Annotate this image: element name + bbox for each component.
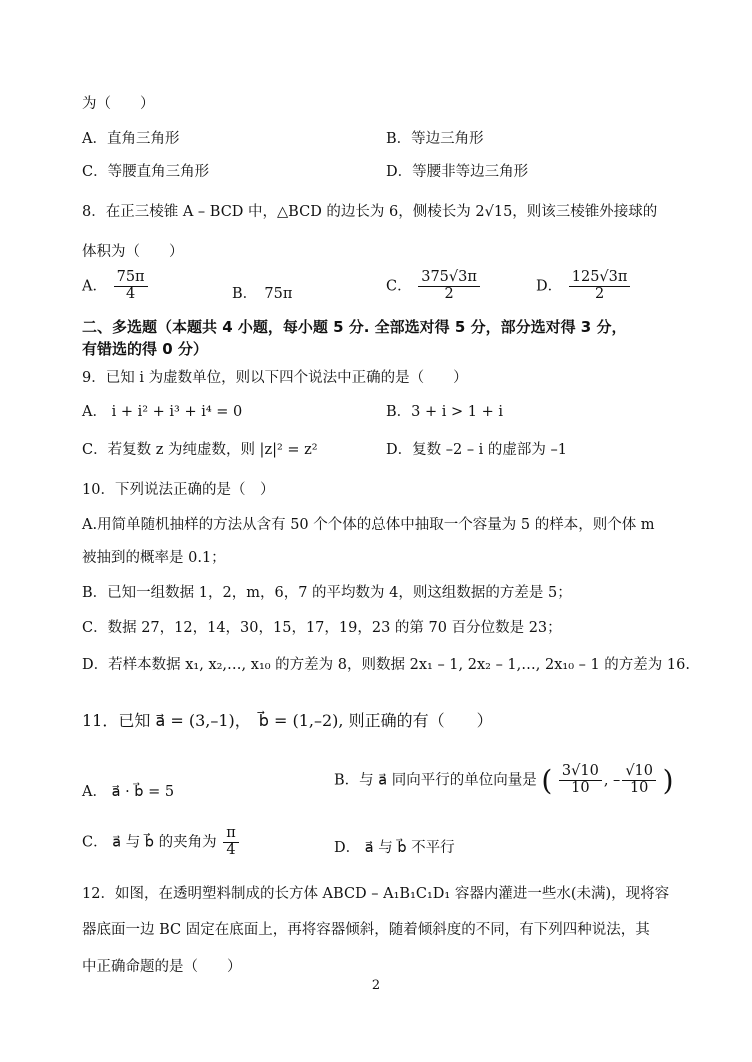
q11-option-c-numerator: π: [223, 826, 239, 843]
right-paren-glyph: ): [662, 764, 674, 797]
q11-option-c: [82, 826, 241, 859]
q8-option-a-denominator: 4: [125, 285, 136, 302]
q7-stem-tail: 为（ ）: [82, 96, 155, 112]
q11-option-c-label: C． a⃗ 与 b⃗ 的夹角为: [82, 834, 217, 851]
q8-option-d-numerator: 125√3π: [569, 270, 631, 287]
q8-option-c-denominator: 2: [444, 285, 454, 302]
q7-option-b: B．等边三角形: [386, 131, 484, 147]
q8-option-d: [536, 270, 632, 303]
q12-stem-line1: 12．如图，在透明塑料制成的长方体 ABCD – A₁B₁C₁D₁ 容器内灌进一些水(未满)，现将容: [82, 886, 670, 902]
q11-option-b-denominator-2: 10: [629, 780, 649, 796]
section-heading-line1: 二、多选题（本题共 4 小题，每小题 5 分. 全部选对得 5 分，部分选对得 3 分，: [82, 318, 627, 336]
q11-option-d: D． a⃗ 与 b⃗ 不平行: [334, 840, 455, 856]
left-paren-glyph: (: [541, 764, 553, 797]
q11-option-a: A． a⃗ · b⃗ = 5: [82, 784, 175, 800]
q9-option-d: D．复数 –2 – i 的虚部为 –1: [386, 442, 568, 458]
q8-option-d-denominator: 2: [594, 285, 605, 302]
q7-option-c: C．等腰直角三角形: [82, 164, 210, 180]
q11-stem: 11．已知 a⃗ = (3,–1)， b⃗ = (1,–2), 则正确的有（ ）: [82, 711, 493, 730]
q7-option-d: D．等腰非等边三角形: [386, 164, 529, 180]
q8-option-a-numerator: 75π: [114, 270, 148, 287]
q10-option-c: C．数据 27，12，14，30，15，17，19，23 的第 70 百分位数是 23；: [82, 620, 562, 636]
q8-option-a-label: A．: [82, 278, 107, 295]
q9-option-c: C．若复数 z 为纯虚数，则 |z|² = z²: [82, 442, 318, 458]
q9-option-b: B．3 + i > 1 + i: [386, 404, 503, 420]
q8-option-c-fraction: [418, 270, 480, 303]
q8-option-c-numerator: 375√3π: [418, 270, 480, 287]
q12-stem-line3: 中正确命题的是（ ）: [82, 959, 242, 975]
q11-option-c-denominator: 4: [226, 841, 236, 858]
q8-stem-line1: 8．在正三棱锥 A – BCD 中，△BCD 的边长为 6，侧棱长为 2√15，则该三棱锥外接球的: [82, 204, 658, 220]
q8-option-b: B． 75π: [232, 286, 293, 302]
q8-stem-line2: 体积为（ ）: [82, 244, 184, 260]
q11-option-c-fraction: [223, 826, 239, 859]
q8-option-d-label: D．: [536, 278, 563, 295]
q8-option-d-fraction: [569, 270, 631, 303]
q9-option-a: A． i + i² + i³ + i⁴ = 0: [82, 404, 243, 420]
q7-option-a: A．直角三角形: [82, 131, 180, 147]
q8-option-a-fraction: [114, 270, 148, 303]
q11-option-b-fraction-2: [622, 764, 656, 797]
q10-option-d: D．若样本数据 x₁, x₂,…, x₁₀ 的方差为 8，则数据 2x₁ – 1, 2x₂ – 1,…, 2x₁₀ – 1 的方差为 16.: [82, 657, 690, 673]
q11-option-b-label: B．与 a⃗ 同向平行的单位向量是: [334, 772, 537, 789]
q12-stem-line2: 器底面一边 BC 固定在底面上，再将容器倾斜，随着倾斜度的不同，有下列四种说法，其: [82, 922, 650, 938]
q8-option-c: [386, 270, 482, 303]
q11-option-b-denominator-1: 10: [571, 780, 590, 796]
q11-option-b: [334, 764, 674, 797]
q11-option-b-numerator-2: √10: [622, 764, 656, 781]
q9-stem: 9．已知 i 为虚数单位，则以下四个说法中正确的是（ ）: [82, 370, 468, 386]
q10-option-a-line1: A.用简单随机抽样的方法从含有 50 个个体的总体中抽取一个容量为 5 的样本，则个体 m: [82, 517, 655, 533]
q10-option-b: B．已知一组数据 1，2，m，6，7 的平均数为 4，则这组数据的方差是 5；: [82, 585, 572, 601]
section-heading-line2: 有错选的得 0 分）: [82, 340, 208, 358]
q10-option-a-line2: 被抽到的概率是 0.1；: [82, 550, 226, 566]
q11-option-b-fraction-1: [559, 764, 602, 797]
q11-option-b-numerator-1: 3√10: [559, 764, 602, 781]
q10-stem: 10．下列说法正确的是（ ）: [82, 482, 275, 498]
page-number: 2: [371, 978, 381, 993]
q11-option-b-separator: , –: [603, 772, 621, 789]
q8-option-c-label: C．: [386, 278, 412, 295]
q8-option-a: [82, 270, 150, 303]
